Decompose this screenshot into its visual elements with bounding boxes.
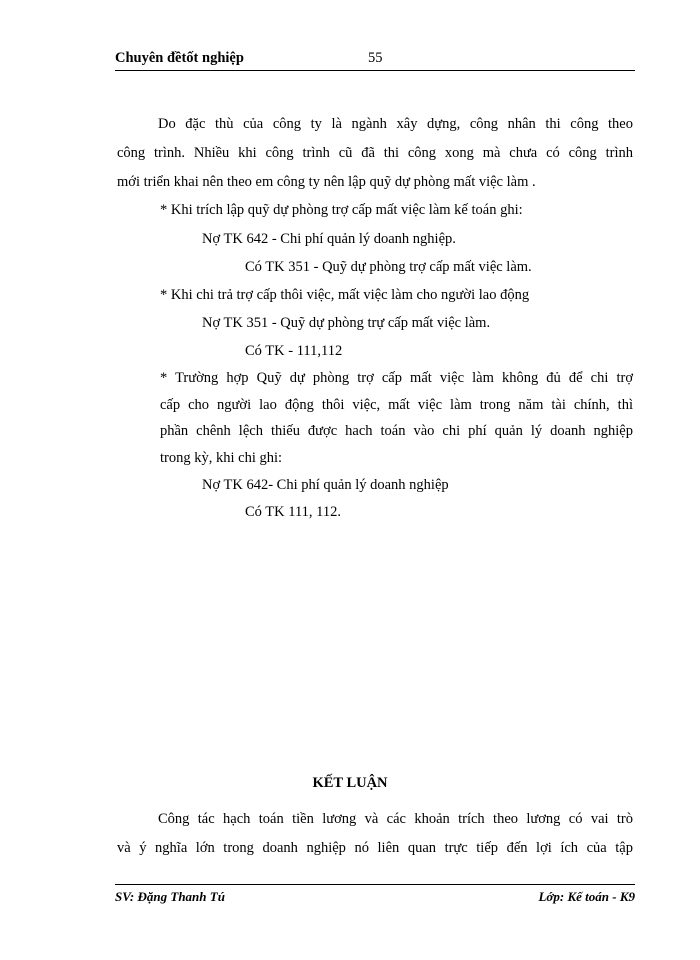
header-title: Chuyên đềtốt nghiệp	[115, 50, 244, 66]
body-line-14: Nợ TK 642- Chi phí quản lý doanh nghiệp	[202, 477, 449, 493]
body-line-7: * Khi chi trả trợ cấp thôi việc, mất việc làm cho người lao động	[160, 287, 530, 303]
footer-divider	[115, 884, 635, 885]
body-line-6: Có TK 351 - Quỹ dự phòng trợ cấp mất việc làm.	[245, 259, 532, 275]
body-line-10: * Trường hợp Quỹ dự phòng trợ cấp mất việc làm không đủ để chi trợ	[160, 370, 633, 386]
body-line-11: cấp cho người lao động thôi việc, mất việc làm trong năm tài chính, thì	[160, 397, 633, 413]
conclusion-line-1: Công tác hạch toán tiền lương và các khoản trích theo lương có vai trò	[158, 811, 633, 827]
conclusion-line-2: và ý nghĩa lớn trong doanh nghiệp nó liên quan trực tiếp đến lợi ích của tập	[117, 840, 633, 856]
conclusion-heading: KẾT LUẬN	[312, 775, 388, 791]
body-line-1: Do đặc thù của công ty là ngành xây dựng, công nhân thi công theo	[158, 116, 633, 132]
header-divider	[115, 70, 635, 71]
body-line-8: Nợ TK 351 - Quỹ dự phòng trự cấp mất việc làm.	[202, 315, 491, 331]
page-footer	[115, 889, 635, 909]
body-line-15: Có TK 111, 112.	[245, 504, 341, 520]
body-line-4: * Khi trích lập quỹ dự phòng trợ cấp mất việc làm kế toán ghi:	[160, 202, 523, 218]
page-number: 55	[368, 50, 383, 66]
body-line-3: mới triển khai nên theo em công ty nên lập quỹ dự phòng mất việc làm .	[117, 174, 536, 190]
body-line-9: Có TK - 111,112	[245, 343, 343, 359]
footer-student: SV: Đặng Thanh Tú	[115, 889, 225, 904]
body-line-2: công trình. Nhiều khi công trình cũ đã thi công xong mà chưa có công trình	[117, 145, 633, 161]
body-line-13: trong kỳ, khi chi ghi:	[160, 450, 283, 466]
body-line-5: Nợ TK 642 - Chi phí quản lý doanh nghiệp.	[202, 231, 456, 247]
page-header	[115, 50, 635, 70]
footer-class: Lớp: Kế toán - K9	[538, 889, 635, 904]
body-line-12: phần chênh lệch thiếu được hach toán vào chi phí quản lý doanh nghiệp	[160, 423, 633, 439]
